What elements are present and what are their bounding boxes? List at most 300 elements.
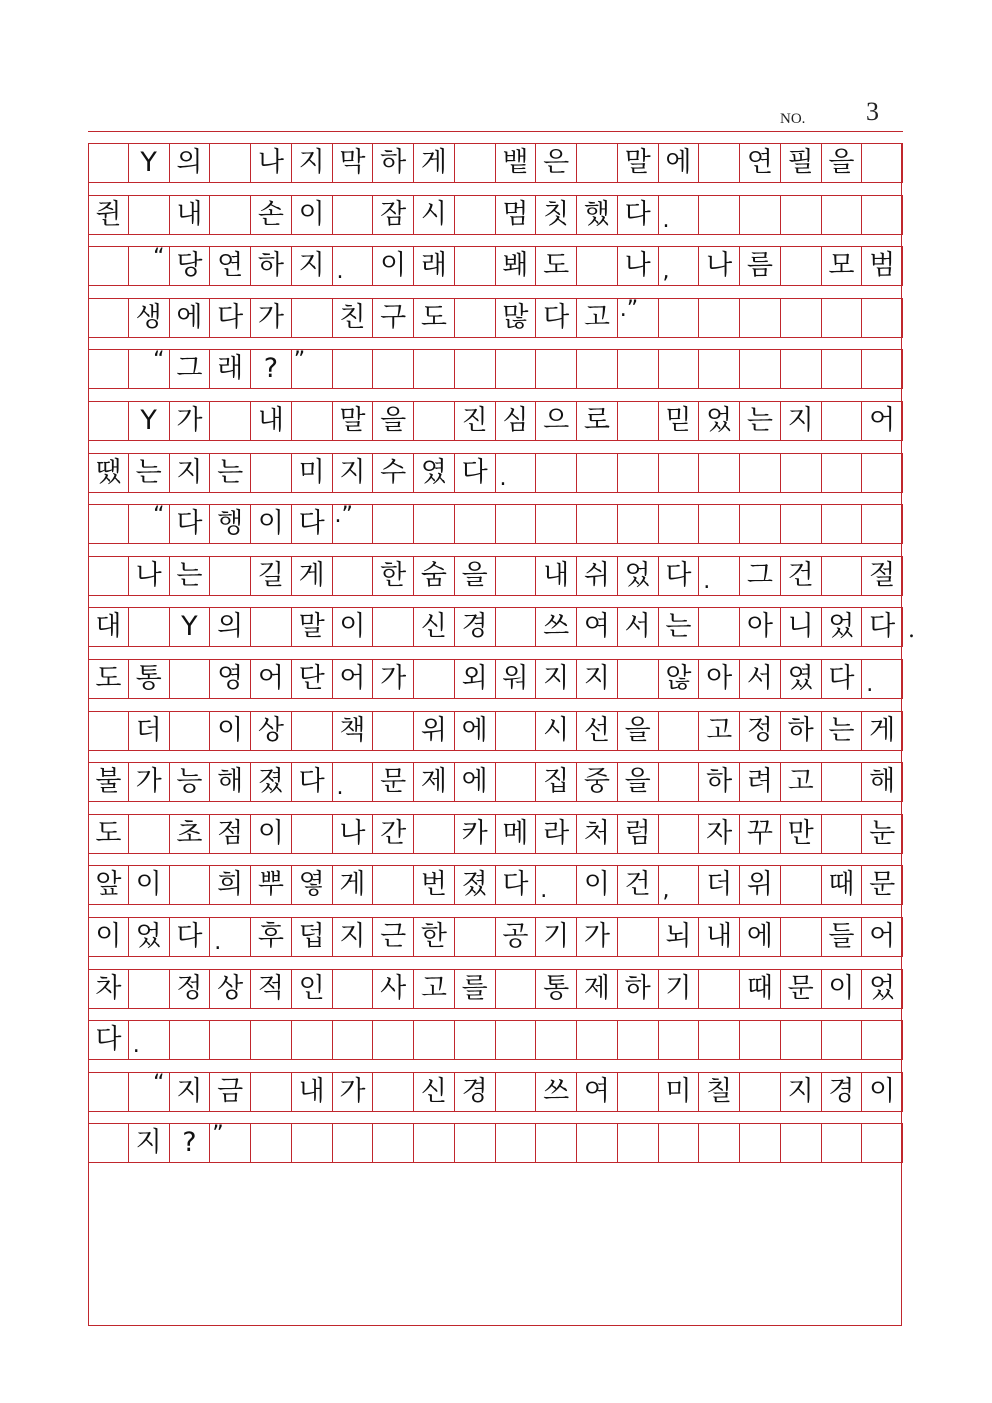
manuscript-cell [618,660,659,698]
manuscript-cell: 칠 [699,1073,740,1111]
manuscript-cell [88,505,129,543]
manuscript-cell: 시 [536,712,577,750]
manuscript-cell: 었 [129,918,170,956]
manuscript-cell: 졌 [455,866,496,904]
manuscript-cell: 능 [170,763,211,801]
manuscript-cell [618,454,659,492]
manuscript-cell: 의 [210,608,251,646]
manuscript-cell: 지 [129,1124,170,1162]
manuscript-cell: 자 [699,815,740,853]
manuscript-cell: “ [129,1073,170,1111]
manuscript-cell: 에 [455,763,496,801]
manuscript-cell: 으 [536,402,577,440]
manuscript-cell: 었 [699,402,740,440]
manuscript-cell: 서 [618,608,659,646]
manuscript-cell: 제 [414,763,455,801]
manuscript-cell: 이 [210,712,251,750]
manuscript-cell [536,1021,577,1059]
manuscript-cell: 집 [536,763,577,801]
manuscript-cell [88,402,129,440]
manuscript-cell: 다 [822,660,863,698]
manuscript-cell: ” [292,350,333,388]
manuscript-cell: 책 [333,712,374,750]
manuscript-cell: 길 [251,557,292,595]
manuscript-row [88,814,903,854]
manuscript-cell [414,350,455,388]
manuscript-cell: 진 [455,402,496,440]
manuscript-cell [170,712,211,750]
manuscript-cell: . [862,660,903,698]
manuscript-cell [659,299,700,337]
manuscript-cell [373,866,414,904]
manuscript-cell [88,350,129,388]
manuscript-cell: 었 [822,608,863,646]
manuscript-cell [496,970,537,1008]
manuscript-cell: 기 [659,970,700,1008]
manuscript-cell: 들 [822,918,863,956]
manuscript-cell [88,712,129,750]
manuscript-cell [414,660,455,698]
manuscript-cell [129,970,170,1008]
manuscript-cell: 다 [210,299,251,337]
manuscript-cell: 중 [577,763,618,801]
manuscript-cell: 쓰 [536,608,577,646]
manuscript-cell: 위 [414,712,455,750]
manuscript-cell: 는 [822,712,863,750]
manuscript-cell: 번 [414,866,455,904]
manuscript-cell: 상 [210,970,251,1008]
manuscript-cell: 은 [536,144,577,182]
manuscript-cell: 영 [210,660,251,698]
manuscript-cell: 말 [292,608,333,646]
manuscript-cell: 뇌 [659,918,700,956]
manuscript-cell [618,505,659,543]
manuscript-cell: 다 [536,299,577,337]
manuscript-cell [373,350,414,388]
manuscript-cell: 는 [210,454,251,492]
manuscript-cell: 지 [170,1073,211,1111]
manuscript-cell: 여 [577,608,618,646]
manuscript-cell [210,196,251,234]
manuscript-cell [455,918,496,956]
manuscript-cell: 졌 [251,763,292,801]
manuscript-cell [618,350,659,388]
manuscript-cell [455,196,496,234]
manuscript-cell: 가 [577,918,618,956]
manuscript-cell [496,712,537,750]
manuscript-cell: 려 [740,763,781,801]
manuscript-cell [740,505,781,543]
manuscript-cell [251,1021,292,1059]
manuscript-cell: ? [170,1124,211,1162]
manuscript-cell: 하 [618,970,659,1008]
manuscript-cell [496,505,537,543]
manuscript-cell: Y [170,608,211,646]
manuscript-cell: 이 [88,918,129,956]
manuscript-cell [618,1124,659,1162]
manuscript-cell [699,196,740,234]
manuscript-cell: 쥔 [88,196,129,234]
manuscript-cell: 옇 [292,866,333,904]
manuscript-cell: . [536,866,577,904]
manuscript-cell: 말 [333,402,374,440]
manuscript-cell: 뱉 [496,144,537,182]
manuscript-cell [699,608,740,646]
manuscript-cell: 외 [455,660,496,698]
manuscript-cell: 이 [129,866,170,904]
manuscript-cell: . [699,557,740,595]
manuscript-cell [699,1021,740,1059]
manuscript-cell: 름 [740,247,781,285]
manuscript-cell: 아 [699,660,740,698]
manuscript-cell [822,299,863,337]
manuscript-cell [659,350,700,388]
manuscript-cell: . [210,918,251,956]
manuscript-cell [496,350,537,388]
manuscript-cell [333,196,374,234]
manuscript-cell: .” [618,299,659,337]
manuscript-cell: 초 [170,815,211,853]
manuscript-cell: 다 [496,866,537,904]
manuscript-cell: 근 [373,918,414,956]
manuscript-cell: 꾸 [740,815,781,853]
manuscript-row [88,607,915,647]
manuscript-cell [496,557,537,595]
manuscript-row [88,917,903,957]
page-number: 3 [866,97,879,126]
manuscript-cell: 처 [577,815,618,853]
manuscript-cell: 을 [455,557,496,595]
manuscript-cell [659,1124,700,1162]
manuscript-cell [455,1021,496,1059]
manuscript-cell: 의 [170,144,211,182]
manuscript-cell: 도 [88,815,129,853]
manuscript-cell [781,866,822,904]
manuscript-cell: 문 [862,866,903,904]
manuscript-cell: 게 [414,144,455,182]
manuscript-cell: 덥 [292,918,333,956]
manuscript-cell: 였 [414,454,455,492]
manuscript-cell: 공 [496,918,537,956]
manuscript-row [88,349,903,389]
manuscript-cell [862,1021,903,1059]
manuscript-cell: 가 [373,660,414,698]
manuscript-cell: 가 [333,1073,374,1111]
manuscript-cell [822,1021,863,1059]
manuscript-cell: 건 [618,866,659,904]
manuscript-cell: ” [210,1124,251,1162]
manuscript-cell [862,1124,903,1162]
manuscript-cell: 경 [455,608,496,646]
manuscript-cell [781,196,822,234]
manuscript-cell: 었 [618,557,659,595]
manuscript-cell [822,505,863,543]
manuscript-cell [129,608,170,646]
manuscript-cell [373,505,414,543]
manuscript-cell: . [333,763,374,801]
manuscript-row [88,504,903,544]
manuscript-cell [496,1124,537,1162]
manuscript-cell: 신 [414,1073,455,1111]
manuscript-cell [292,815,333,853]
manuscript-cell [292,712,333,750]
manuscript-cell: 연 [210,247,251,285]
manuscript-cell: 이 [577,866,618,904]
manuscript-cell: 적 [251,970,292,1008]
manuscript-cell [740,299,781,337]
manuscript-cell: 만 [781,815,822,853]
manuscript-cell: 는 [129,454,170,492]
manuscript-cell: 는 [659,608,700,646]
manuscript-cell: 였 [781,660,822,698]
manuscript-cell: 라 [536,815,577,853]
manuscript-row [88,298,903,338]
manuscript-cell [373,712,414,750]
manuscript-cell [659,712,700,750]
manuscript-cell [577,1124,618,1162]
manuscript-cell: 지 [536,660,577,698]
manuscript-cell: 내 [292,1073,333,1111]
manuscript-cell: ? [251,350,292,388]
manuscript-cell: 이 [822,970,863,1008]
manuscript-cell [455,144,496,182]
manuscript-cell: 는 [740,402,781,440]
manuscript-row [88,401,903,441]
manuscript-cell: 미 [292,454,333,492]
manuscript-cell [496,608,537,646]
manuscript-cell: , [659,247,700,285]
manuscript-cell: 한 [414,918,455,956]
manuscript-cell: . [659,196,700,234]
manuscript-cell: 을 [822,144,863,182]
manuscript-cell: 앞 [88,866,129,904]
manuscript-cell: 점 [210,815,251,853]
manuscript-cell: 내 [699,918,740,956]
manuscript-cell: , [659,866,700,904]
manuscript-cell [414,402,455,440]
manuscript-cell: 어 [862,918,903,956]
manuscript-cell [862,350,903,388]
manuscript-cell: 니 [781,608,822,646]
manuscript-cell [699,299,740,337]
manuscript-cell: 고 [699,712,740,750]
manuscript-cell [496,1073,537,1111]
manuscript-cell [414,1124,455,1162]
manuscript-cell [618,918,659,956]
manuscript-cell [129,815,170,853]
manuscript-cell [129,196,170,234]
manuscript-cell: 문 [373,763,414,801]
manuscript-cell: Y [129,144,170,182]
manuscript-cell [740,1124,781,1162]
manuscript-cell: 후 [251,918,292,956]
manuscript-cell: 했 [577,196,618,234]
manuscript-cell [577,505,618,543]
manuscript-cell [740,350,781,388]
page-header [88,95,903,132]
manuscript-cell: 금 [210,1073,251,1111]
manuscript-cell: 아 [740,608,781,646]
manuscript-cell [659,505,700,543]
manuscript-cell [781,299,822,337]
manuscript-cell [292,299,333,337]
manuscript-cell: 제 [577,970,618,1008]
manuscript-cell: 간 [373,815,414,853]
manuscript-cell: 잠 [373,196,414,234]
manuscript-cell: 쓰 [536,1073,577,1111]
manuscript-cell: 이 [373,247,414,285]
manuscript-cell [822,557,863,595]
manuscript-cell [373,1021,414,1059]
manuscript-cell: 고 [577,299,618,337]
manuscript-cell: 숨 [414,557,455,595]
manuscript-cell: 하 [373,144,414,182]
manuscript-cell [210,144,251,182]
manuscript-cell [455,299,496,337]
manuscript-cell: 가 [251,299,292,337]
manuscript-cell: 절 [862,557,903,595]
manuscript-cell: 다 [88,1021,129,1059]
manuscript-cell [699,505,740,543]
manuscript-cell: 정 [740,712,781,750]
manuscript-cell [577,1021,618,1059]
manuscript-cell: 인 [292,970,333,1008]
manuscript-cell: 손 [251,196,292,234]
manuscript-cell [862,454,903,492]
manuscript-cell: 지 [170,454,211,492]
manuscript-cell: 이 [333,608,374,646]
manuscript-cell: 수 [373,454,414,492]
manuscript-cell [822,815,863,853]
manuscript-cell: 해 [862,763,903,801]
manuscript-cell [373,1073,414,1111]
manuscript-cell [455,247,496,285]
manuscript-cell [577,144,618,182]
manuscript-cell [699,454,740,492]
manuscript-cell [455,1124,496,1162]
manuscript-cell: 믿 [659,402,700,440]
manuscript-cell: 멈 [496,196,537,234]
manuscript-row [88,1072,903,1112]
manuscript-cell: 신 [414,608,455,646]
manuscript-cell: 내 [170,196,211,234]
manuscript-cell: 을 [618,712,659,750]
manuscript-cell [740,454,781,492]
manuscript-cell: 에 [740,918,781,956]
manuscript-cell: “ [129,247,170,285]
manuscript-cell: 더 [699,866,740,904]
manuscript-cell [251,1124,292,1162]
manuscript-cell: 는 [170,557,211,595]
manuscript-cell: 많 [496,299,537,337]
manuscript-cell [292,1124,333,1162]
manuscript-cell: 하 [781,712,822,750]
manuscript-cell [373,1124,414,1162]
manuscript-cell: 메 [496,815,537,853]
manuscript-cell [781,1021,822,1059]
manuscript-cell [210,1021,251,1059]
page-number-label: NO. [780,111,806,127]
manuscript-cell: 차 [88,970,129,1008]
manuscript-cell: 막 [333,144,374,182]
manuscript-cell: 고 [414,970,455,1008]
manuscript-cell: 나 [618,247,659,285]
manuscript-cell: 하 [251,247,292,285]
manuscript-cell: 생 [129,299,170,337]
manuscript-cell [88,1073,129,1111]
manuscript-row [88,143,903,183]
overflow-punctuation: . [908,618,915,644]
manuscript-cell: 경 [822,1073,863,1111]
manuscript-cell: 모 [822,247,863,285]
manuscript-cell: 나 [129,557,170,595]
manuscript-cell: 연 [740,144,781,182]
manuscript-cell: 지 [781,1073,822,1111]
manuscript-cell [659,454,700,492]
manuscript-cell: 지 [333,454,374,492]
manuscript-cell [333,1124,374,1162]
manuscript-cell [455,505,496,543]
manuscript-cell: 게 [292,557,333,595]
manuscript-cell [822,1124,863,1162]
manuscript-cell: 나 [251,144,292,182]
manuscript-cell [862,144,903,182]
manuscript-cell [822,402,863,440]
manuscript-cell [659,1021,700,1059]
manuscript-cell: 지 [292,144,333,182]
manuscript-cell: 그 [740,557,781,595]
manuscript-cell: 말 [618,144,659,182]
manuscript-cell: 희 [210,866,251,904]
manuscript-cell: 이 [292,196,333,234]
manuscript-cell: 여 [577,1073,618,1111]
manuscript-cell [822,454,863,492]
manuscript-cell [292,1021,333,1059]
manuscript-cell: 가 [129,763,170,801]
manuscript-cell: “ [129,505,170,543]
manuscript-cell: 단 [292,660,333,698]
manuscript-cell: 문 [781,970,822,1008]
manuscript-cell: 어 [251,660,292,698]
manuscript-cell: 도 [536,247,577,285]
manuscript-cell [251,454,292,492]
manuscript-cell [740,1021,781,1059]
manuscript-cell [496,763,537,801]
manuscript-cell [699,144,740,182]
manuscript-cell: 칫 [536,196,577,234]
manuscript-cell: 카 [455,815,496,853]
manuscript-cell: 행 [210,505,251,543]
manuscript-cell: 위 [740,866,781,904]
manuscript-cell [333,1021,374,1059]
manuscript-cell [496,1021,537,1059]
manuscript-cell [170,1021,211,1059]
manuscript-cell [210,557,251,595]
manuscript-cell: 로 [577,402,618,440]
manuscript-cell [88,247,129,285]
manuscript-row [88,556,903,596]
manuscript-cell [781,350,822,388]
manuscript-cell [862,299,903,337]
manuscript-cell: 때 [822,866,863,904]
manuscript-cell: 뿌 [251,866,292,904]
manuscript-cell: 당 [170,247,211,285]
manuscript-cell [251,1073,292,1111]
manuscript-cell: 이 [251,815,292,853]
manuscript-row [88,969,903,1009]
manuscript-cell [577,350,618,388]
manuscript-cell: 다 [455,454,496,492]
